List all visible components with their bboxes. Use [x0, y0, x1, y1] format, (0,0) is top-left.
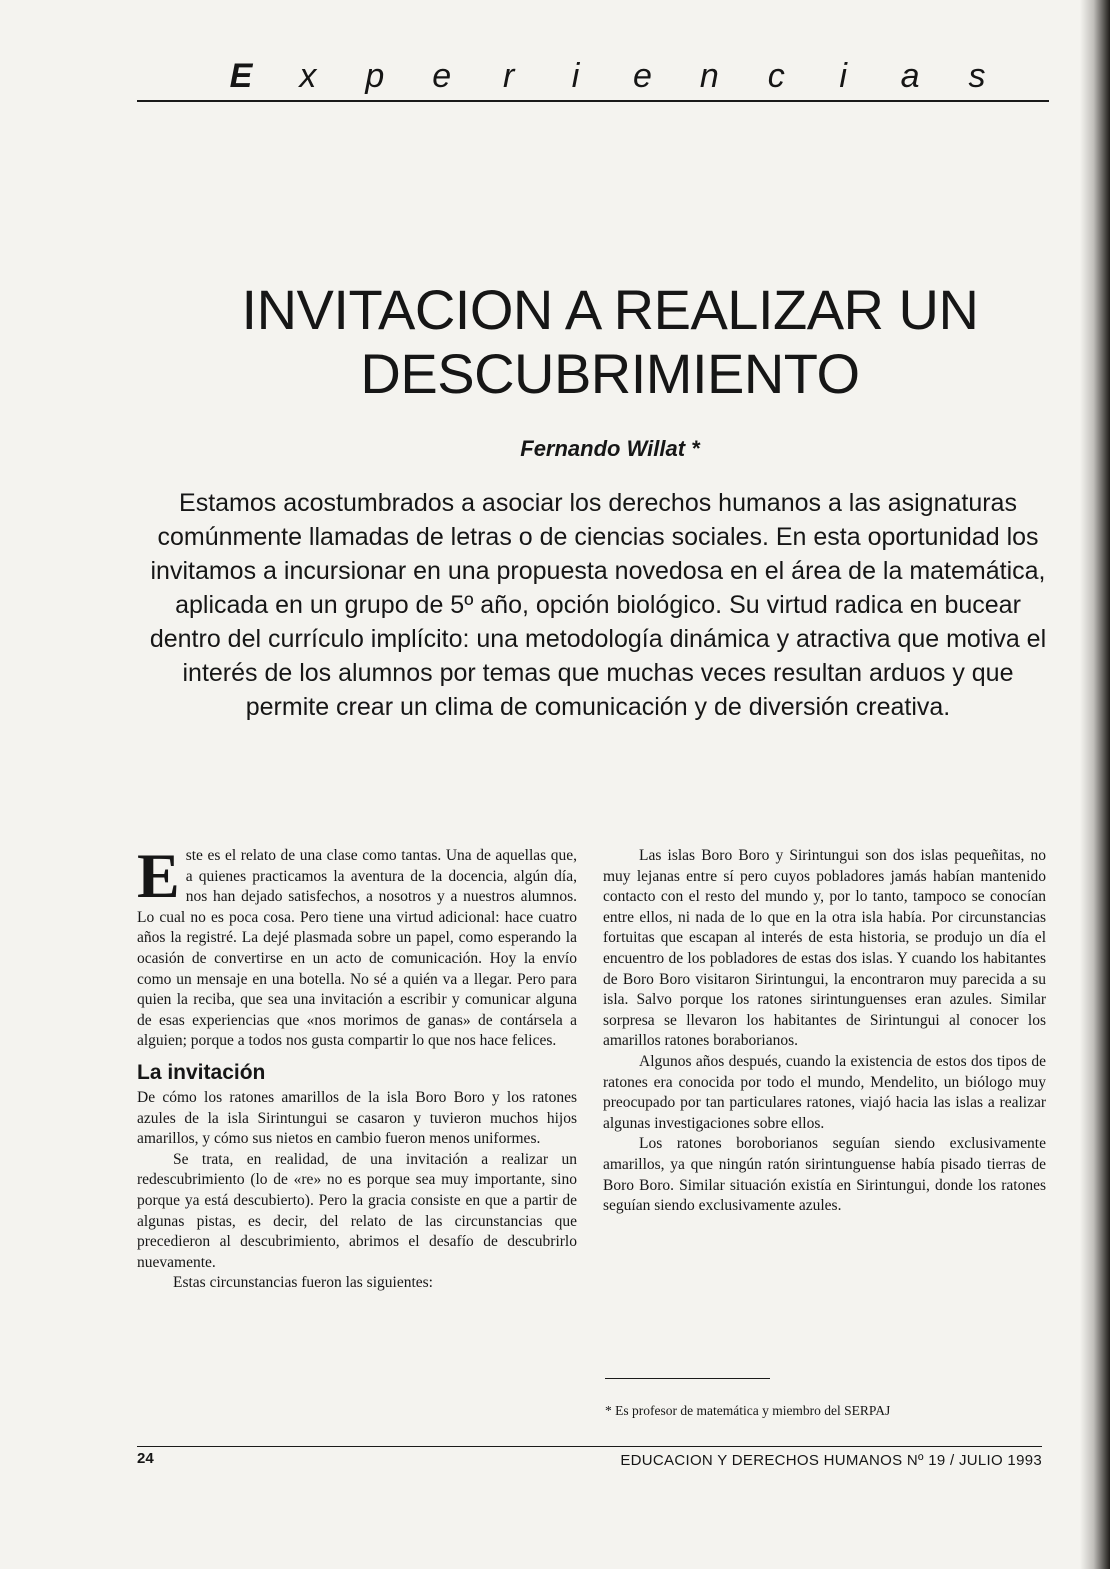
headline-line-1: INVITACION A REALIZAR UN: [241, 278, 979, 341]
section-letter: i: [571, 56, 580, 95]
body-paragraph: Algunos años después, cuando la existencia de estos dos tipos de ratones era conocida por todo el mundo, Mendelito, un biólogo muy preocupado por tan particulares ratones, viajó hacia las islas a realizar algunas investigaciones sobre ellos.: [603, 1052, 1046, 1132]
section-letter: E: [229, 56, 253, 95]
section-letter: r: [502, 56, 515, 95]
subhead-paragraph: De cómo los ratones amarillos de la isla Boro Boro y los ratones azules de la isla Sirintungui se casaron y tuvieron muchos hijos amarillos, y cómo sus nietos en cambio fueron menos uniformes.: [137, 1088, 577, 1148]
section-letter: c: [767, 56, 785, 95]
section-letter: x: [299, 56, 317, 95]
scan-edge-shadow: [1080, 0, 1110, 1569]
right-column: [603, 846, 1046, 1217]
intro-paragraph: [137, 840, 577, 1052]
author-footnote: * Es profesor de matemática y miembro del SERPAJ: [605, 1403, 891, 1418]
article-headline: [120, 278, 1100, 406]
author-byline: Fernando Willat *: [520, 436, 700, 461]
page-number: 24: [137, 1450, 154, 1467]
footnote-divider: [605, 1378, 770, 1379]
body-paragraph: Las islas Boro Boro y Sirintungui son dos islas pequeñitas, no muy lejanas entre sí pero cuyos pobladores jamás habían mantenido contacto con el resto del mundo y, por lo tanto, tampoco se conocían entre ellos, ni nada de lo que en la otra isla había. Por circunstancias fortuitas que escapan al interés de esta historia, se produjo un día el encuentro de los pobladores de estas dos islas. Y cuando los habitantes de Boro Boro visitaron Sirintungui, la encontraron muy parecida a su isla. Salvo porque los ratones sirintunguenses eran azules. Similar sorpresa se llevaron los habitantes de Sirintungui al conocer los amarillos ratones boraborianos.: [603, 847, 1046, 1050]
section-letter: p: [365, 56, 385, 95]
body-paragraph: Estas circunstancias fueron las siguientes:: [173, 1274, 433, 1292]
subhead-la-invitacion: La invitación: [137, 1060, 266, 1084]
section-letter: e: [632, 56, 652, 95]
section-letter: e: [432, 56, 452, 95]
journal-citation: EDUCACION Y DERECHOS HUMANOS Nº 19 / JULIO 1993: [620, 1452, 1042, 1469]
footer-divider: [137, 1446, 1042, 1447]
headline-line-2: DESCUBRIMIENTO: [360, 342, 860, 405]
section-header: [137, 48, 1049, 102]
lead-paragraph: Estamos acostumbrados a asociar los derechos humanos a las asignaturas comúnmente llamadas de letras o de ciencias sociales. En esta oportunidad los invitamos a incursionar en una propuesta novedosa en el área de la matemática, aplicada en un grupo de 5º año, opción biológico. Su virtud radica en bucear dentro del currículo implícito: una metodología dinámica y atractiva que motiva el interés de los alumnos por temas que muchas veces resultan arduos y que permite crear un clima de comunicación y de diversión creativa.: [149, 489, 1047, 721]
section-letter: a: [900, 56, 920, 95]
intro-text: ste es el relato de una clase como tantas. Una de aquellas que, a quienes practicamos la aventura de la docencia, algún día, nos han dejado satisfechos, a nosotros y a nuestros alumnos. Lo cual no es poca cosa. Pero tiene una virtud adicional: hace cuatro años la registré. La dejé plasmada sobre un papel, como esperando la ocasión de convertirse en un acto de comunicación. Hoy la envío como un mensaje en una botella. No sé a quién va a llegar. Pero para quien la reciba, que sea una invitación a escribir y comunicar alguna de esas experiencias que «nos morimos de ganas» de contársela a alguien; porque a todos nos gusta compartir lo que nos hace felices.: [137, 847, 577, 1050]
left-column: [137, 840, 577, 1294]
drop-cap: E: [137, 840, 180, 911]
section-letter: n: [699, 56, 719, 95]
section-letter: s: [968, 56, 986, 95]
body-paragraph: Los ratones boroborianos seguían siendo exclusivamente amarillos, ya que ningún ratón sirintunguense había pisado tierras de Boro Boro. Similar situación existía en Sirintungui, donde los ratones seguían siendo exclusivamente azules.: [603, 1135, 1046, 1215]
section-title: [137, 48, 1049, 96]
body-paragraph: Se trata, en realidad, de una invitación a realizar un redescubrimiento (lo de «re» no es porque sea muy importante, sino porque ya está descubierto). Pero la gracia consiste en que a partir de algunas pistas, es decir, del relato de las circunstancias que precedieron al descubrimiento, abrimos el desafío de descubrirlo nuevamente.: [137, 1150, 577, 1271]
section-letter: i: [839, 56, 847, 95]
